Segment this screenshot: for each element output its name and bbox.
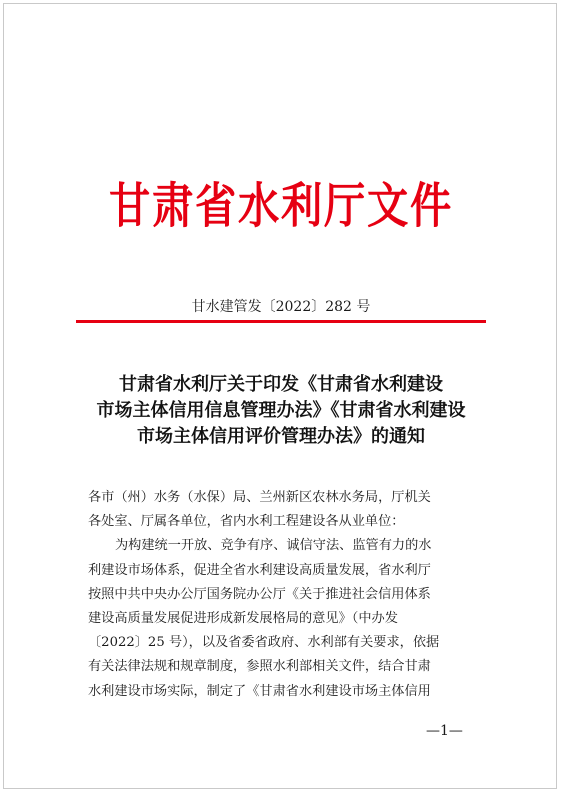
document-title <box>0 372 562 450</box>
document-number: 甘水建管发〔2022〕282 号 <box>191 299 371 315</box>
red-divider-line <box>76 320 486 323</box>
paragraph-line: 〔2022〕25 号），以及省委省政府、水利部有关要求，依据 <box>88 635 440 651</box>
page-number: —1— <box>426 723 463 739</box>
paragraph-line: 有关法律法规和规章制度，参照水利部相关文件，结合甘肃 <box>88 659 431 675</box>
paragraph-line: 按照中共中央办公厅国务院办公厅《关于推进社会信用体系 <box>88 586 431 602</box>
title-line: 甘肃省水利厅关于印发《甘肃省水利建设 <box>119 374 443 395</box>
paragraph-line: 水利建设市场实际，制定了《甘肃省水利建设市场主体信用 <box>88 683 431 699</box>
addressee-line: 各处室、厅属各单位，省内水利工程建设各从业单位： <box>88 514 405 530</box>
paragraph-line: 为构建统一开放、竞争有序、诚信守法、监管有力的水 <box>115 538 432 554</box>
document-masthead: 甘肃省水利厅文件 <box>108 178 453 234</box>
title-line: 市场主体信用评价管理办法》的通知 <box>137 426 425 447</box>
document-body <box>88 486 476 704</box>
paragraph-line: 利建设市场体系，促进全省水利建设高质量发展，省水利厅 <box>88 562 431 578</box>
addressee-line: 各市（州）水务（水保）局、兰州新区农林水务局，厅机关 <box>88 490 431 505</box>
title-line: 市场主体信用信息管理办法》《甘肃省水利建设 <box>96 400 466 421</box>
paragraph-line: 建设高质量发展促进形成新发展格局的意见》（中办发 <box>88 611 398 627</box>
